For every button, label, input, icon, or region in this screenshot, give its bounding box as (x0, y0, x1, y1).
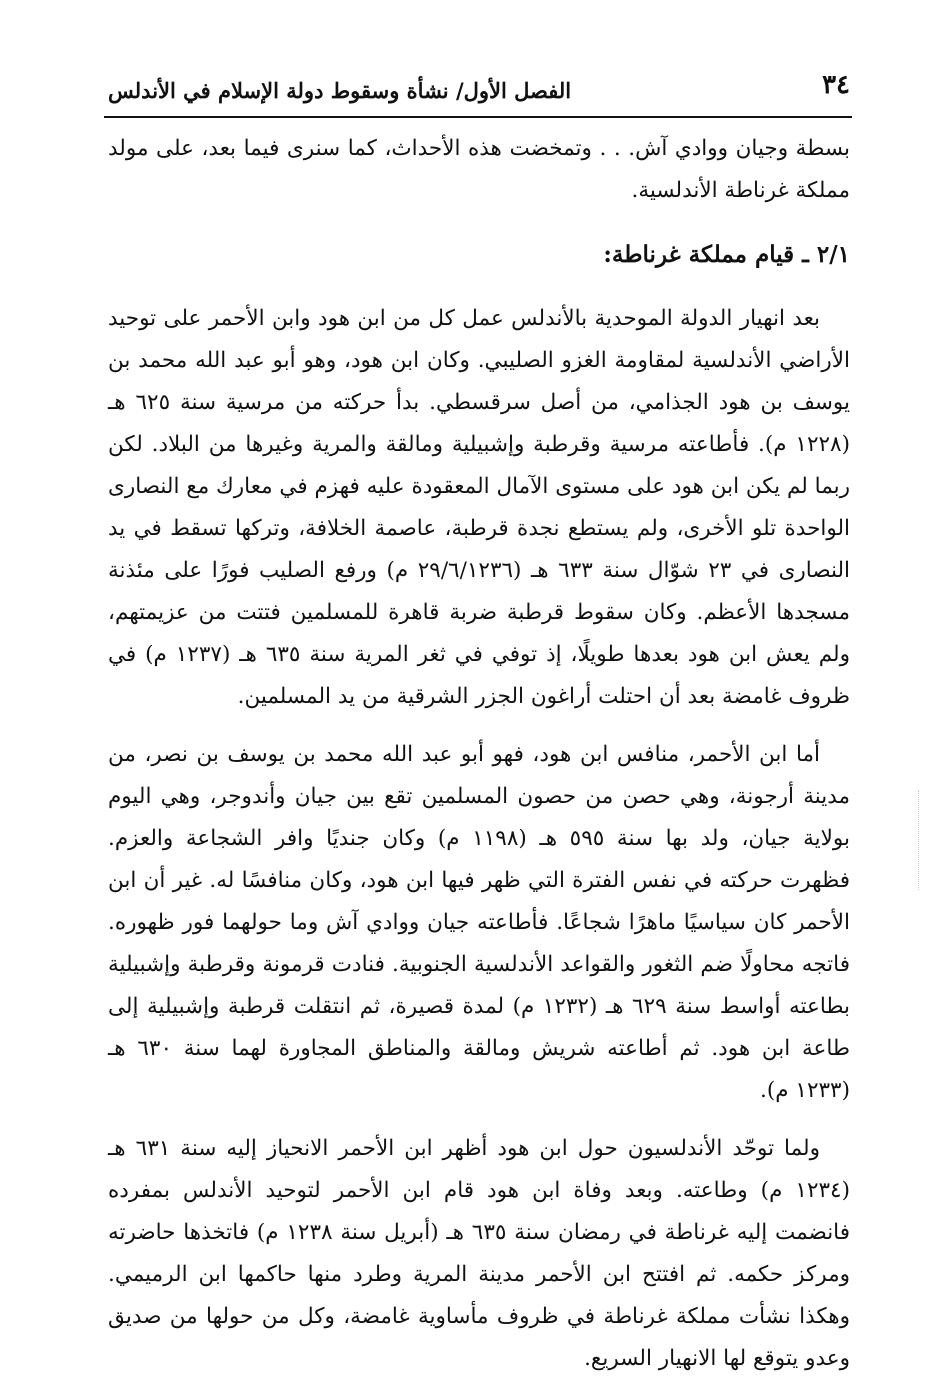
margin-scan-mark (918, 790, 919, 890)
paragraph-2: أما ابن الأحمر، منافس ابن هود، فهو أبو عبد الله محمد بن يوسف بن نصر، من مدينة أرجونة، وهي حصن من حصون المسلمين تقع بين جيان وأندوجر، وهي اليوم بولاية جيان، ولد بها سنة ٥٩٥ هـ (١١٩٨ م) وكان جنديًا وافر الشجاعة والعزم. فظهرت حركته في نفس الفترة التي ظهر فيها ابن هود، وكان منافسًا له. غير أن ابن الأحمر كان سياسيًا ماهرًا شجاعًا. فأطاعته جيان ووادي آش وما حولهما فور ظهوره. فاتجه محاولًا ضم الثغور والقواعد الأندلسية الجنوبية. فنادت قرمونة وقرطبة وإشبيلية بطاعته أواسط سنة ٦٢٩ هـ (١٢٣٢ م) لمدة قصيرة، ثم انتقلت قرطبة وإشبيلية إلى طاعة ابن هود. ثم أطاعته شريش ومالقة والمناطق المجاورة لهما سنة ٦٣٠ هـ (١٢٣٣ م). (108, 742, 850, 1103)
header-divider (104, 116, 852, 118)
section-heading: ٢/١ ـ قيام مملكة غرناطة: (603, 241, 850, 268)
page-number: ٣٤ (822, 70, 850, 100)
running-head (108, 64, 850, 112)
paragraph-3: ولما توحّد الأندلسيون حول ابن هود أظهر ابن الأحمر الانحياز إليه سنة ٦٣١ هـ (١٢٣٤ م) وطاعته. وبعد وفاة ابن هود قام ابن الأحمر لتوحيد الأندلس بمفرده فانضمت إليه غرناطة في رمضان سنة ٦٣٥ هـ (أبريل سنة ١٢٣٨ م) فاتخذها حاضرته ومركز حكمه. ثم افتتح ابن الأحمر مدينة المرية وطرد منها حاكمها ابن الرميمي. وهكذا نشأت مملكة غرناطة في ظروف مأساوية غامضة، وكل من حولها من صديق وعدو يتوقع لها الانهيار السريع. (108, 1136, 851, 1371)
intro-paragraph: بسطة وجيان ووادي آش. . . وتمخضت هذه الأحداث، كما سنرى فيما بعد، على مولد مملكة غرناطة الأندلسية. (108, 136, 850, 203)
paragraph-1: بعد انهيار الدولة الموحدية بالأندلس عمل كل من ابن هود وابن الأحمر على توحيد الأراضي الأندلسية لمقاومة الغزو الصليبي. وكان ابن هود، وهو أبو عبد الله محمد بن يوسف بن هود الجذامي، من أصل سرقسطي. بدأ حركته من مرسية سنة ٦٢٥ هـ (١٢٢٨ م). فأطاعته مرسية وقرطبة وإشبيلية ومالقة والمرية وغيرها من البلاد. لكن ربما لم يكن ابن هود على مستوى الآمال المعقودة عليه فهزم في معارك مع النصارى الواحدة تلو الأخرى، ولم يستطع نجدة قرطبة، عاصمة الخلافة، وتركها تسقط في يد النصارى في ٢٣ شوّال سنة ٦٣٣ هـ (٢٩/٦/١٢٣٦ م) ورفع الصليب فورًا على مئذنة مسجدها الأعظم. وكان سقوط قرطبة ضربة قاهرة للمسلمين فتتت من عزيمتهم، ولم يعش ابن هود بعدها طويلًا، إذ توفي في ثغر المرية سنة ٦٣٥ هـ (١٢٣٧ م) في ظروف غامضة بعد أن احتلت أراغون الجزر الشرقية من يد المسلمين. (108, 306, 850, 709)
page-body (108, 128, 850, 1396)
chapter-title: الفصل الأول/ نشأة وسقوط دولة الإسلام في الأندلس (108, 78, 572, 103)
